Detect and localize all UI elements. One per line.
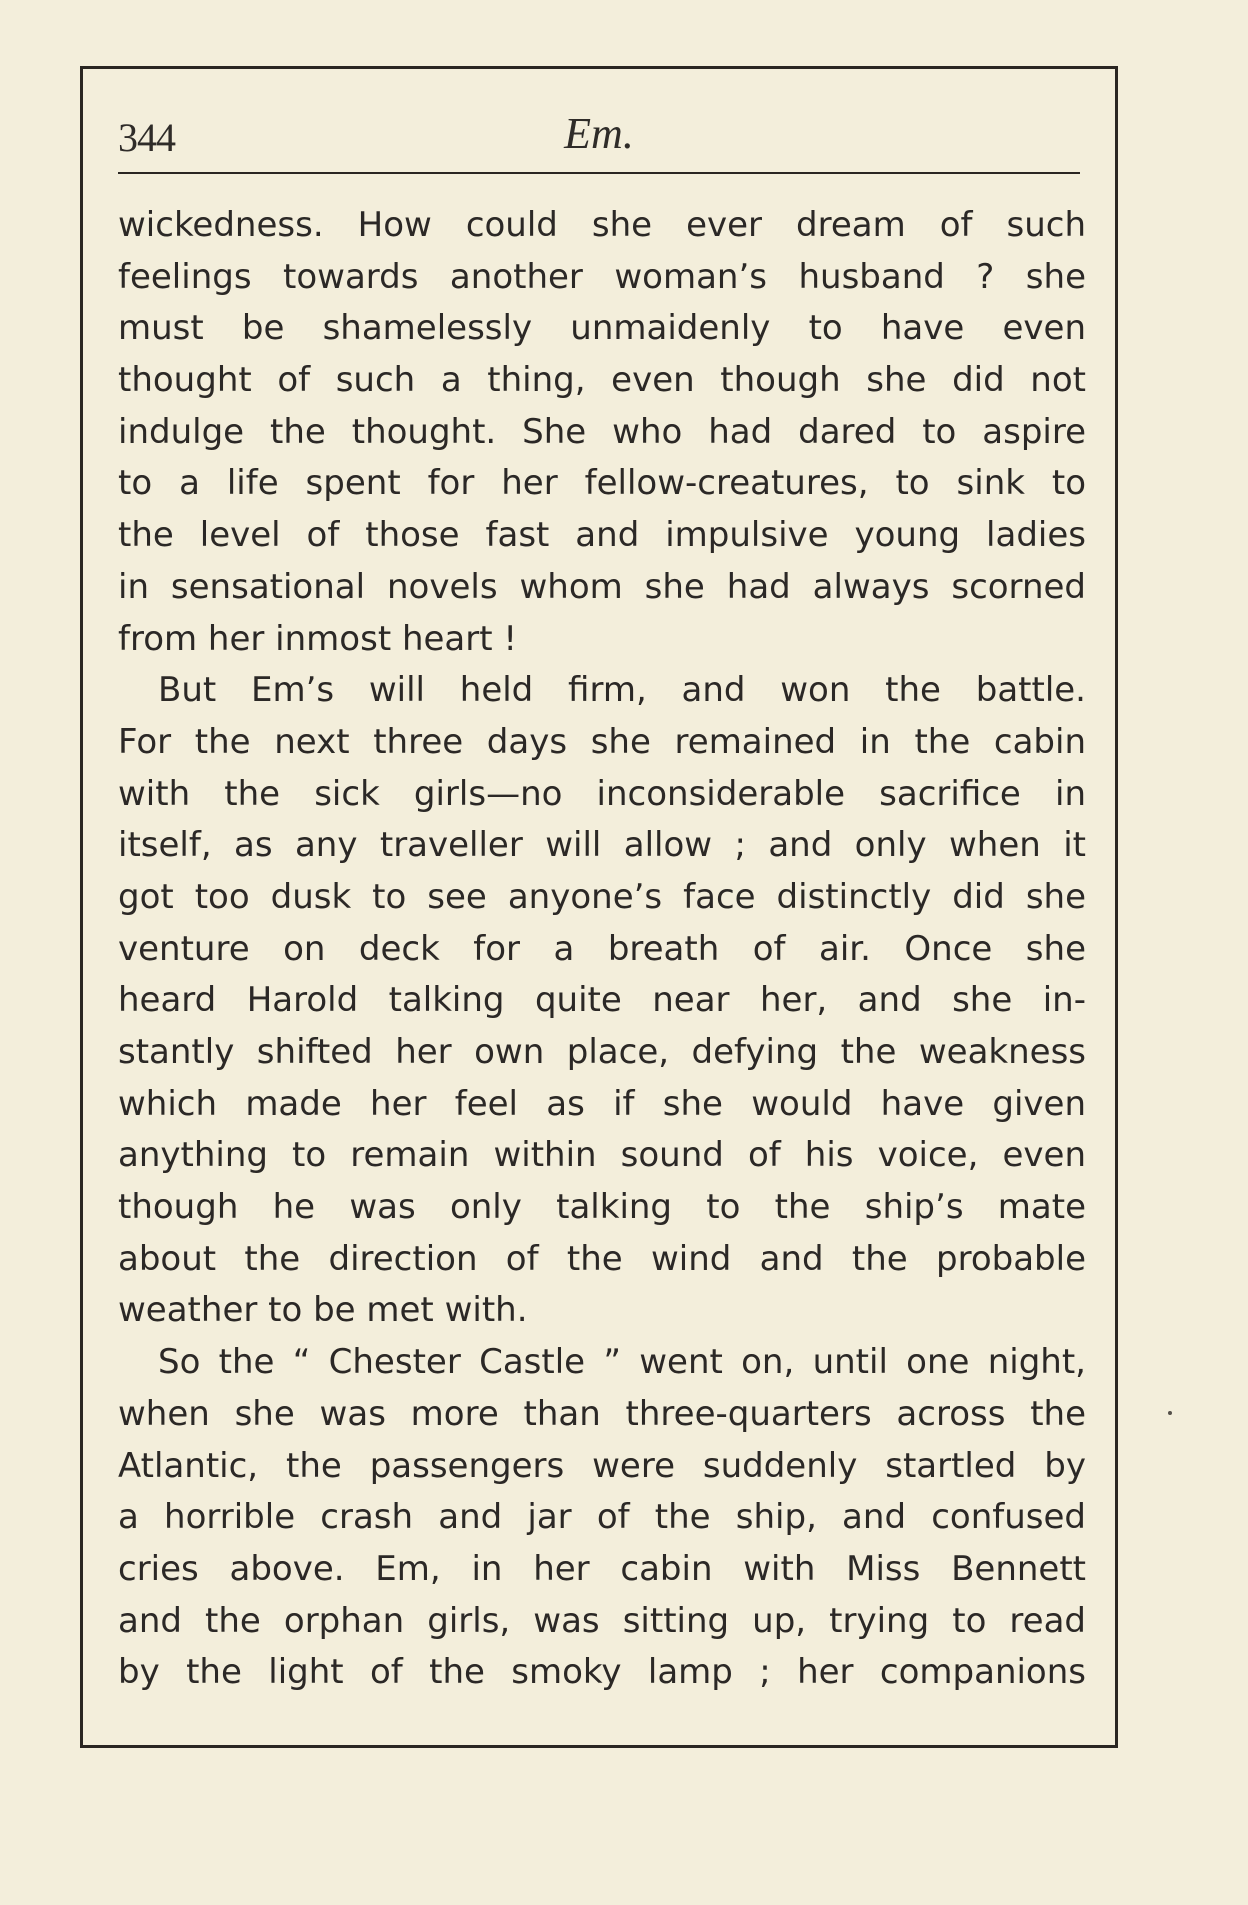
text-line: Atlantic, the passengers were suddenly startled by: [118, 1445, 1086, 1486]
text-line: feelings towards another woman’s husband ? she: [118, 256, 1086, 297]
text-line: heard Harold talking quite near her, and she in-: [118, 980, 1086, 1021]
text-line: though he was only talking to the ship’s mate: [118, 1187, 1086, 1228]
text-line: indulge the thought. She who had dared to aspire: [118, 411, 1086, 452]
text-line: by the light of the smoky lamp ; her companions: [118, 1652, 1086, 1693]
text-line: must be shamelessly unmaidenly to have even: [118, 308, 1086, 349]
text-line: itself, as any traveller will allow ; and only when it: [118, 825, 1086, 866]
text-line: thought of such a thing, even though she did not: [118, 360, 1086, 401]
text-line: the level of those fast and impulsive young ladies: [118, 515, 1086, 556]
text-line: a horrible crash and jar of the ship, and confused: [118, 1497, 1086, 1538]
text-line: For the next three days she remained in the cabin: [118, 721, 1086, 762]
text-line: about the direction of the wind and the probable: [118, 1238, 1086, 1279]
text-line: But Em’s will held firm, and won the battle.: [158, 670, 1086, 711]
body-text: [118, 200, 1086, 1699]
text-line: got too dusk to see anyone’s face distinctly did she: [118, 876, 1086, 917]
text-line: cries above. Em, in her cabin with Miss Bennett: [118, 1548, 1086, 1589]
text-line: anything to remain within sound of his voice, even: [118, 1135, 1086, 1176]
page-number: 344: [118, 115, 175, 160]
text-line: wickedness. How could she ever dream of such: [118, 205, 1086, 245]
text-line: weather to be met with.: [118, 1290, 528, 1331]
margin-speck: [1168, 1411, 1172, 1415]
text-line: and the orphan girls, was sitting up, trying to read: [118, 1600, 1086, 1641]
text-line: with the sick girls—no inconsiderable sacrifice in: [118, 773, 1086, 814]
text-line: venture on deck for a breath of air. Once she: [118, 928, 1086, 969]
text-line: which made her feel as if she would have given: [118, 1083, 1086, 1124]
text-line: to a life spent for her fellow-creatures, to sink to: [118, 463, 1086, 504]
header-rule: [118, 172, 1080, 174]
text-line: in sensational novels whom she had always scorned: [118, 566, 1086, 607]
text-line: stantly shifted her own place, defying the weakness: [118, 1032, 1086, 1072]
text-line: So the “ Chester Castle ” went on, until one night,: [158, 1342, 1086, 1383]
text-line: from her inmost heart !: [118, 618, 518, 659]
text-line: when she was more than three-quarters across the: [118, 1393, 1086, 1434]
page-header: [118, 108, 1080, 174]
running-title: Em.: [564, 109, 634, 158]
